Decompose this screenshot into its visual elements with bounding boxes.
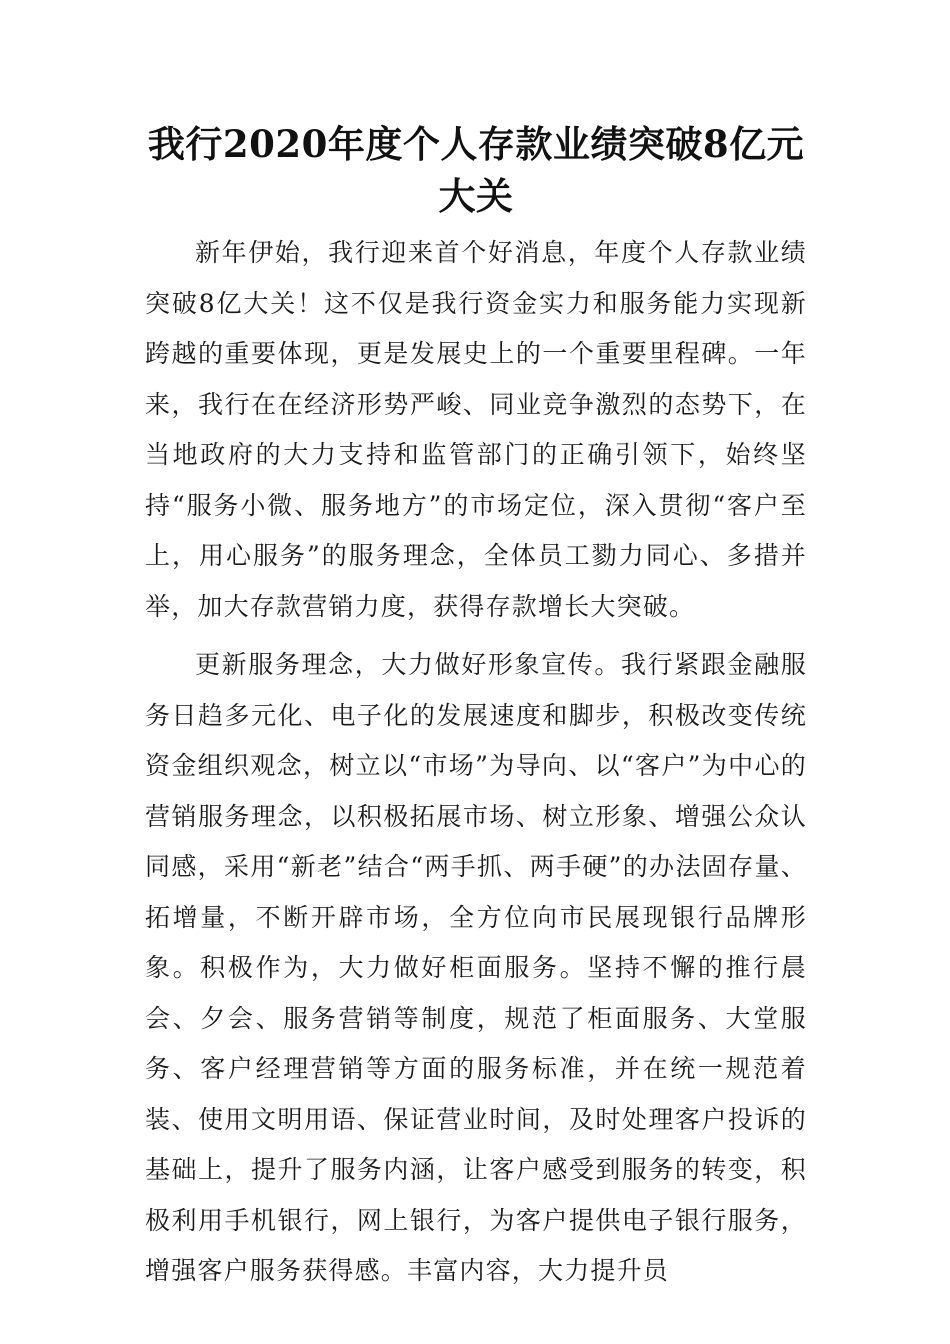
body-paragraph-1: 新年伊始，我行迎来首个好消息，年度个人存款业绩突破8亿大关！这不仅是我行资金实力和服务能力实现新跨越的重要体现，更是发展史上的一个重要里程碑。一年来，我行在在经济形势严峻、同业竞争激烈的态势下，在当地政府的大力支持和监管部门的正确引领下，始终坚持“服务小微、服务地方”的市场定位，深入贯彻“客户至上，用心服务”的服务理念，全体员工勠力同心、多措并举，加大存款营销力度，获得存款增长大突破。: [145, 238, 807, 621]
document-title: 我行2020年度个人存款业绩突破8亿元大关: [147, 122, 805, 218]
document-page: [145, 118, 807, 1297]
body-paragraph-2: 更新服务理念，大力做好形象宣传。我行紧跟金融服务日趋多元化、电子化的发展速度和脚步，积极改变传统资金组织观念，树立以“市场”为导向、以“客户”为中心的营销服务理念，以积极拓展市场、树立形象、增强公众认同感，采用“新老”结合“两手抓、两手硬”的办法固存量、拓增量，不断开辟市场，全方位向市民展现银行品牌形象。积极作为，大力做好柜面服务。坚持不懈的推行晨会、夕会、服务营销等制度，规范了柜面服务、大堂服务、客户经理营销等方面的服务标准，并在统一规范着装、使用文明用语、保证营业时间，及时处理客户投诉的基础上，提升了服务内涵，让客户感受到服务的转变，积极利用手机银行，网上银行，为客户提供电子银行服务，增强客户服务获得感。丰富内容，大力提升员: [145, 650, 807, 1285]
